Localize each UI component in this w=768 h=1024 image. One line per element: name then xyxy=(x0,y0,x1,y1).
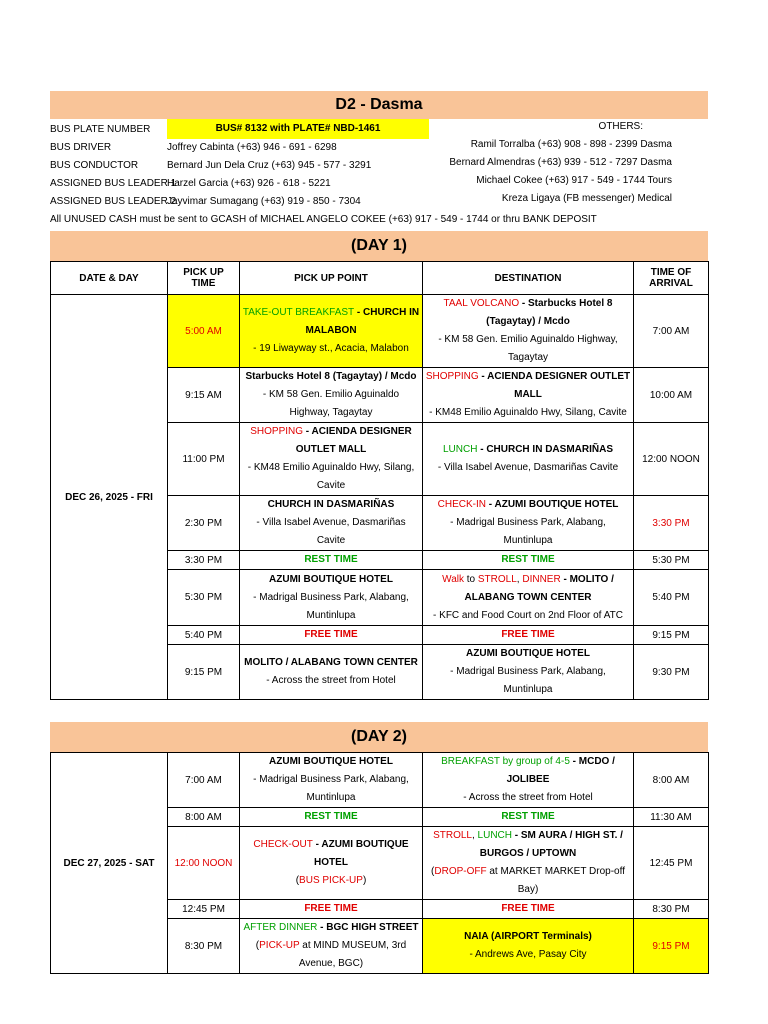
destination-text: ( xyxy=(431,866,435,877)
pickup-point-line xyxy=(242,771,420,807)
destination-text: BREAKFAST by group of 4-5 xyxy=(441,756,570,767)
destination-cell xyxy=(423,626,634,645)
destination-text: - xyxy=(477,444,487,455)
day-title: (DAY 1) xyxy=(50,231,708,261)
pickup-point-cell xyxy=(240,423,423,496)
destination-cell xyxy=(423,496,634,551)
destination-text: MOLITO / ALABANG TOWN CENTER xyxy=(464,573,614,603)
column-header: PICK UP TIME xyxy=(168,262,240,295)
destination-text: - KM48 Emilio Aguinaldo Hwy, Silang, Cavite xyxy=(429,407,627,418)
pickup-point-line xyxy=(242,937,420,973)
pickup-point-cell xyxy=(240,808,423,827)
others-contact-3: Michael Cokee (+63) 917 - 549 - 1744 Tours xyxy=(476,175,672,186)
pickup-point-line xyxy=(242,654,420,672)
destination-line xyxy=(425,900,631,918)
destination-text: - xyxy=(511,830,521,841)
destination-line xyxy=(425,663,631,699)
destination-line xyxy=(425,946,631,964)
pickup-point-text: AZUMI BOUTIQUE HOTEL xyxy=(314,839,409,868)
bus-conductor-value: Bernard Jun Dela Cruz (+63) 945 - 577 - 3291 xyxy=(167,160,372,171)
arrival-time-cell: 8:00 AM xyxy=(634,753,709,808)
pickup-point-cell xyxy=(240,919,423,974)
destination-cell xyxy=(423,295,634,368)
arrival-time-cell: 8:30 PM xyxy=(634,900,709,919)
pickup-point-text: FREE TIME xyxy=(304,629,358,640)
arrival-time-cell: 7:00 AM xyxy=(634,295,709,368)
others-label: OTHERS: xyxy=(598,121,643,132)
column-header: DATE & DAY xyxy=(51,262,168,295)
pickup-point-text: CHURCH IN DASMARIÑAS xyxy=(267,499,395,510)
pickup-point-text: AFTER DINNER xyxy=(243,922,318,933)
destination-text: - Villa Isabel Avenue, Dasmariñas Cavite xyxy=(437,462,619,473)
pickup-point-text: ) xyxy=(362,875,367,886)
column-header: DESTINATION xyxy=(423,262,634,295)
destination-line xyxy=(425,368,631,404)
destination-line xyxy=(425,295,631,331)
pickup-time-cell: 5:40 PM xyxy=(168,626,240,645)
destination-text: , xyxy=(516,573,523,585)
pickup-point-text: SHOPPING xyxy=(250,426,304,437)
pickup-point-text: BGC HIGH STREET xyxy=(326,922,419,933)
pickup-point-line xyxy=(242,672,420,690)
bus-conductor-label: BUS CONDUCTOR xyxy=(50,160,139,171)
arrival-time-cell: 9:30 PM xyxy=(634,645,709,700)
pickup-point-text: AZUMI BOUTIQUE HOTEL xyxy=(269,756,393,767)
bus-leader1-label: ASSIGNED BUS LEADER 1 xyxy=(50,178,177,189)
destination-line xyxy=(425,827,631,863)
destination-line xyxy=(425,459,631,477)
pickup-point-cell xyxy=(240,570,423,626)
others-contact-4: Kreza Ligaya (FB messenger) Medical xyxy=(501,193,672,204)
destination-line xyxy=(425,626,631,644)
destination-text: FREE TIME xyxy=(501,629,555,640)
destination-text: FREE TIME xyxy=(501,903,555,914)
destination-text: DROP-OFF xyxy=(434,866,487,877)
pickup-point-text: at MIND MUSEUM, 3rd Avenue, BGC) xyxy=(298,940,407,969)
column-header: TIME OF ARRIVAL xyxy=(634,262,709,295)
destination-text: TAAL VOLCANO xyxy=(443,298,520,309)
pickup-point-text: REST TIME xyxy=(304,554,358,565)
destination-text: - xyxy=(478,371,488,382)
arrival-time-cell: 10:00 AM xyxy=(634,368,709,423)
itinerary-table xyxy=(50,261,709,700)
arrival-time-cell: 5:30 PM xyxy=(634,551,709,570)
pickup-point-text: FREE TIME xyxy=(304,903,358,914)
pickup-point-text: TAKE-OUT BREAKFAST xyxy=(242,307,355,318)
destination-line xyxy=(425,645,631,663)
destination-text: LUNCH xyxy=(442,444,478,455)
pickup-point-cell xyxy=(240,900,423,919)
pickup-point-line xyxy=(242,423,420,459)
pickup-time-cell: 5:30 PM xyxy=(168,570,240,626)
pickup-point-cell xyxy=(240,753,423,808)
destination-text: SM AURA / HIGH ST. / BURGOS / UPTOWN xyxy=(479,830,623,859)
pickup-point-cell xyxy=(240,827,423,900)
date-cell: DEC 26, 2025 - FRI xyxy=(51,295,168,700)
destination-text: - Madrigal Business Park, Alabang, Muntinlupa xyxy=(450,517,606,546)
arrival-time-cell: 5:40 PM xyxy=(634,570,709,626)
pickup-point-line xyxy=(242,919,420,937)
destination-line xyxy=(425,753,631,789)
pickup-point-text: PICK-UP xyxy=(259,940,300,951)
table-row xyxy=(51,753,709,808)
pickup-point-text: - KM48 Emilio Aguinaldo Hwy, Silang, Cavite xyxy=(247,462,415,491)
destination-cell xyxy=(423,423,634,496)
pickup-point-cell xyxy=(240,626,423,645)
pickup-point-line xyxy=(242,808,420,826)
others-contact-1: Ramil Torralba (+63) 908 - 898 - 2399 Dasma xyxy=(470,139,672,150)
destination-cell xyxy=(423,900,634,919)
destination-line xyxy=(425,404,631,422)
pickup-time-cell: 9:15 PM xyxy=(168,645,240,700)
destination-text: - Andrews Ave, Pasay City xyxy=(469,949,587,960)
days-container xyxy=(50,231,708,974)
table-row xyxy=(51,295,709,368)
pickup-point-line xyxy=(242,836,420,872)
destination-cell xyxy=(423,753,634,808)
destination-text: to xyxy=(463,573,478,585)
pickup-point-cell xyxy=(240,295,423,368)
destination-text: AZUMI BOUTIQUE HOTEL xyxy=(494,499,619,510)
pickup-time-cell: 8:30 PM xyxy=(168,919,240,974)
destination-text: , xyxy=(471,830,478,841)
pickup-time-cell: 12:00 NOON xyxy=(168,827,240,900)
destination-cell xyxy=(423,551,634,570)
bus-plate-value: BUS# 8132 with PLATE# NBD-1461 xyxy=(167,119,429,139)
destination-text: DINNER xyxy=(522,573,561,585)
destination-text: LUNCH xyxy=(477,830,512,841)
destination-line xyxy=(425,331,631,367)
destination-line xyxy=(425,571,631,607)
pickup-point-text: - Madrigal Business Park, Alabang, Muntinlupa xyxy=(253,774,409,803)
pickup-time-cell: 7:00 AM xyxy=(168,753,240,808)
pickup-point-text: - xyxy=(354,307,364,318)
pickup-time-cell: 3:30 PM xyxy=(168,551,240,570)
destination-text: STROLL xyxy=(433,830,472,841)
pickup-point-text: MOLITO / ALABANG TOWN CENTER xyxy=(244,657,418,668)
destination-text: Walk xyxy=(442,573,464,585)
pickup-point-line xyxy=(242,368,420,386)
destination-text: at MARKET MARKET Drop-off Bay) xyxy=(486,866,625,895)
pickup-point-line xyxy=(242,900,420,918)
pickup-time-cell: 11:00 PM xyxy=(168,423,240,496)
bus-leader2-label: ASSIGNED BUS LEADER 2 xyxy=(50,196,177,207)
arrival-time-cell: 9:15 PM xyxy=(634,626,709,645)
pickup-point-line xyxy=(242,386,420,422)
arrival-time-cell: 12:00 NOON xyxy=(634,423,709,496)
pickup-point-line xyxy=(242,304,420,340)
pickup-point-cell xyxy=(240,645,423,700)
destination-text: ACIENDA DESIGNER OUTLET MALL xyxy=(487,371,631,400)
bus-leader1-value: Harzel Garcia (+63) 926 - 618 - 5221 xyxy=(167,178,331,189)
pickup-point-text: AZUMI BOUTIQUE HOTEL xyxy=(269,573,393,585)
destination-cell xyxy=(423,827,634,900)
destination-text: - xyxy=(569,756,579,767)
destination-line xyxy=(425,607,631,625)
destination-text: AZUMI BOUTIQUE HOTEL xyxy=(466,648,590,659)
pickup-point-line xyxy=(242,459,420,495)
pickup-point-text: ( xyxy=(255,940,260,951)
destination-line xyxy=(425,928,631,946)
arrival-time-cell: 12:45 PM xyxy=(634,827,709,900)
pickup-point-text: - Madrigal Business Park, Alabang, Muntinlupa xyxy=(253,591,409,621)
destination-cell xyxy=(423,368,634,423)
date-cell: DEC 27, 2025 - SAT xyxy=(51,753,168,974)
pickup-point-line xyxy=(242,571,420,589)
cash-note: All UNUSED CASH must be sent to GCASH of MICHAEL ANGELO COKEE (+63) 917 - 549 - 1744 or thru BANK DEPOSIT xyxy=(50,214,597,225)
bus-plate-label: BUS PLATE NUMBER xyxy=(50,124,151,135)
destination-text: - Madrigal Business Park, Alabang, Muntinlupa xyxy=(450,666,606,695)
destination-text: Starbucks Hotel 8 (Tagaytay) / Mcdo xyxy=(486,298,613,327)
itinerary-table xyxy=(50,752,709,974)
destination-text: REST TIME xyxy=(501,554,555,565)
sheet-title: D2 - Dasma xyxy=(50,91,708,119)
pickup-point-text: - xyxy=(303,426,312,437)
destination-text: STROLL xyxy=(477,573,517,585)
destination-cell xyxy=(423,645,634,700)
destination-text: CHECK-IN xyxy=(437,499,486,510)
destination-line xyxy=(425,863,631,899)
pickup-point-cell xyxy=(240,496,423,551)
pickup-time-cell: 2:30 PM xyxy=(168,496,240,551)
pickup-point-text: - Villa Isabel Avenue, Dasmariñas Cavite xyxy=(256,517,406,546)
pickup-point-text: CHECK-OUT xyxy=(253,839,313,850)
pickup-point-cell xyxy=(240,551,423,570)
pickup-point-line xyxy=(242,589,420,625)
pickup-point-line xyxy=(242,753,420,771)
others-contact-2: Bernard Almendras (+63) 939 - 512 - 7297 Dasma xyxy=(449,157,672,168)
pickup-point-line xyxy=(242,514,420,550)
destination-line xyxy=(425,551,631,569)
destination-line xyxy=(425,789,631,807)
arrival-time-cell: 11:30 AM xyxy=(634,808,709,827)
day-title: (DAY 2) xyxy=(50,722,708,752)
destination-text: - xyxy=(560,573,570,585)
destination-line xyxy=(425,808,631,826)
destination-text: CHURCH IN DASMARIÑAS xyxy=(486,444,613,455)
pickup-point-text: ( xyxy=(295,875,300,886)
pickup-point-line xyxy=(242,872,420,890)
destination-cell xyxy=(423,808,634,827)
column-header: PICK UP POINT xyxy=(240,262,423,295)
arrival-time-cell: 3:30 PM xyxy=(634,496,709,551)
arrival-time-cell: 9:15 PM xyxy=(634,919,709,974)
pickup-point-text: - 19 Liwayway st., Acacia, Malabon xyxy=(253,343,409,354)
pickup-point-line xyxy=(242,340,420,358)
destination-text: - xyxy=(519,298,528,309)
pickup-point-text: BUS PICK-UP xyxy=(299,875,363,886)
bus-driver-value: Joffrey Cabinta (+63) 946 - 691 - 6298 xyxy=(167,142,337,153)
pickup-point-text: - Across the street from Hotel xyxy=(266,675,396,686)
pickup-point-text: CHURCH IN MALABON xyxy=(305,307,420,336)
bus-driver-label: BUS DRIVER xyxy=(50,142,112,153)
destination-text: SHOPPING xyxy=(425,371,479,382)
pickup-time-cell: 8:00 AM xyxy=(168,808,240,827)
destination-text: NAIA (AIRPORT Terminals) xyxy=(464,931,592,942)
destination-cell xyxy=(423,919,634,974)
pickup-time-cell: 12:45 PM xyxy=(168,900,240,919)
destination-text: - KFC and Food Court on 2nd Floor of ATC xyxy=(433,609,623,621)
table-header-row xyxy=(51,262,709,295)
pickup-point-line xyxy=(242,626,420,644)
destination-text: - Across the street from Hotel xyxy=(463,792,593,803)
pickup-point-text: - xyxy=(312,839,322,850)
destination-text: REST TIME xyxy=(501,811,555,822)
pickup-point-text: REST TIME xyxy=(304,811,358,822)
destination-line xyxy=(425,441,631,459)
pickup-point-text: - xyxy=(317,922,327,933)
bus-leader2-value: Jayvimar Sumagang (+63) 919 - 850 - 7304 xyxy=(167,196,361,207)
destination-line xyxy=(425,514,631,550)
pickup-time-cell: 5:00 AM xyxy=(168,295,240,368)
pickup-time-cell: 9:15 AM xyxy=(168,368,240,423)
destination-text: - xyxy=(485,499,495,510)
pickup-point-text: - KM 58 Gen. Emilio Aguinaldo Highway, Tagaytay xyxy=(262,389,400,418)
destination-text: MCDO / JOLIBEE xyxy=(506,756,615,785)
pickup-point-line xyxy=(242,551,420,569)
destination-text: - KM 58 Gen. Emilio Aguinaldo Highway, Tagaytay xyxy=(438,334,618,363)
destination-cell xyxy=(423,570,634,626)
destination-line xyxy=(425,496,631,514)
itinerary-sheet xyxy=(50,91,708,974)
pickup-point-text: ACIENDA DESIGNER OUTLET MALL xyxy=(295,426,412,455)
pickup-point-line xyxy=(242,496,420,514)
pickup-point-text: Starbucks Hotel 8 (Tagaytay) / Mcdo xyxy=(245,371,417,382)
bus-info-section xyxy=(50,119,708,231)
pickup-point-cell xyxy=(240,368,423,423)
